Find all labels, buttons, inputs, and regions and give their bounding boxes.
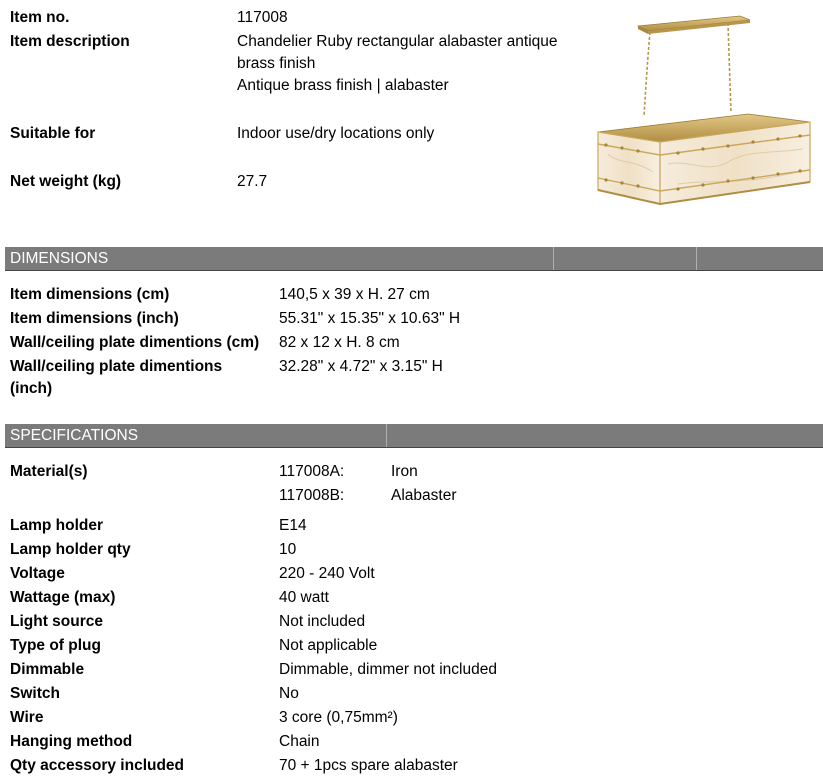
spec-value: 10 [279,541,297,558]
spec-value: 3 core (0,75mm²) [279,709,398,726]
net-weight-label: Net weight (kg) [10,173,122,190]
spec-label: Switch [10,685,60,702]
spec-value: Chain [279,733,320,750]
dim-value: 140,5 x 39 x H. 27 cm [279,286,430,303]
material-name: Alabaster [391,487,457,504]
spec-label: Qty accessory included [10,757,185,774]
material-name: Iron [391,463,418,480]
spec-value: Not applicable [279,637,378,654]
spec-label: Type of plug [10,637,101,654]
spec-value: E14 [279,517,307,534]
spec-label: Dimmable [10,661,85,678]
dimensions-title: DIMENSIONS [10,250,109,267]
suitable-for-label: Suitable for [10,125,96,142]
suitable-for-value: Indoor use/dry locations only [237,125,435,142]
product-image [588,14,818,214]
section-divider [386,424,387,447]
dim-value: 55.31" x 15.35" x 10.63" H [279,310,461,327]
item-description-line-2: brass finish [237,55,316,72]
dim-label-line-2: (inch) [10,380,53,397]
dim-label: Item dimensions (inch) [10,310,179,327]
net-weight-value: 27.7 [237,173,268,190]
spec-label: Light source [10,613,104,630]
material-code: 117008B: [279,487,345,504]
spec-value: Not included [279,613,366,630]
spec-value: No [279,685,299,702]
spec-label: Wattage (max) [10,589,116,606]
item-description-line-1: Chandelier Ruby rectangular alabaster antique [237,33,558,50]
dimensions-section-header [5,247,823,271]
spec-value: Dimmable, dimmer not included [279,661,497,678]
spec-label: Hanging method [10,733,133,750]
item-no-label: Item no. [10,9,70,26]
spec-label: Wire [10,709,44,726]
section-divider [553,247,554,270]
dim-value: 32.28" x 4.72" x 3.15" H [279,358,443,375]
item-description-label: Item description [10,33,130,50]
materials-label: Material(s) [10,463,88,480]
item-description-line-3: Antique brass finish | alabaster [237,77,449,94]
dim-value: 82 x 12 x H. 8 cm [279,334,400,351]
spec-value: 70 + 1pcs spare alabaster [279,757,458,774]
spec-label: Voltage [10,565,65,582]
item-no-value: 117008 [237,9,288,26]
spec-value: 40 watt [279,589,329,606]
dim-label: Wall/ceiling plate dimentions (cm) [10,334,260,351]
dim-label: Item dimensions (cm) [10,286,170,303]
material-code: 117008A: [279,463,345,480]
spec-value: 220 - 240 Volt [279,565,375,582]
specifications-section-header [5,424,823,448]
dim-label-line-1: Wall/ceiling plate dimentions [10,358,223,375]
spec-label: Lamp holder qty [10,541,131,558]
spec-label: Lamp holder [10,517,104,534]
section-divider [696,247,697,270]
specifications-title: SPECIFICATIONS [10,427,139,444]
